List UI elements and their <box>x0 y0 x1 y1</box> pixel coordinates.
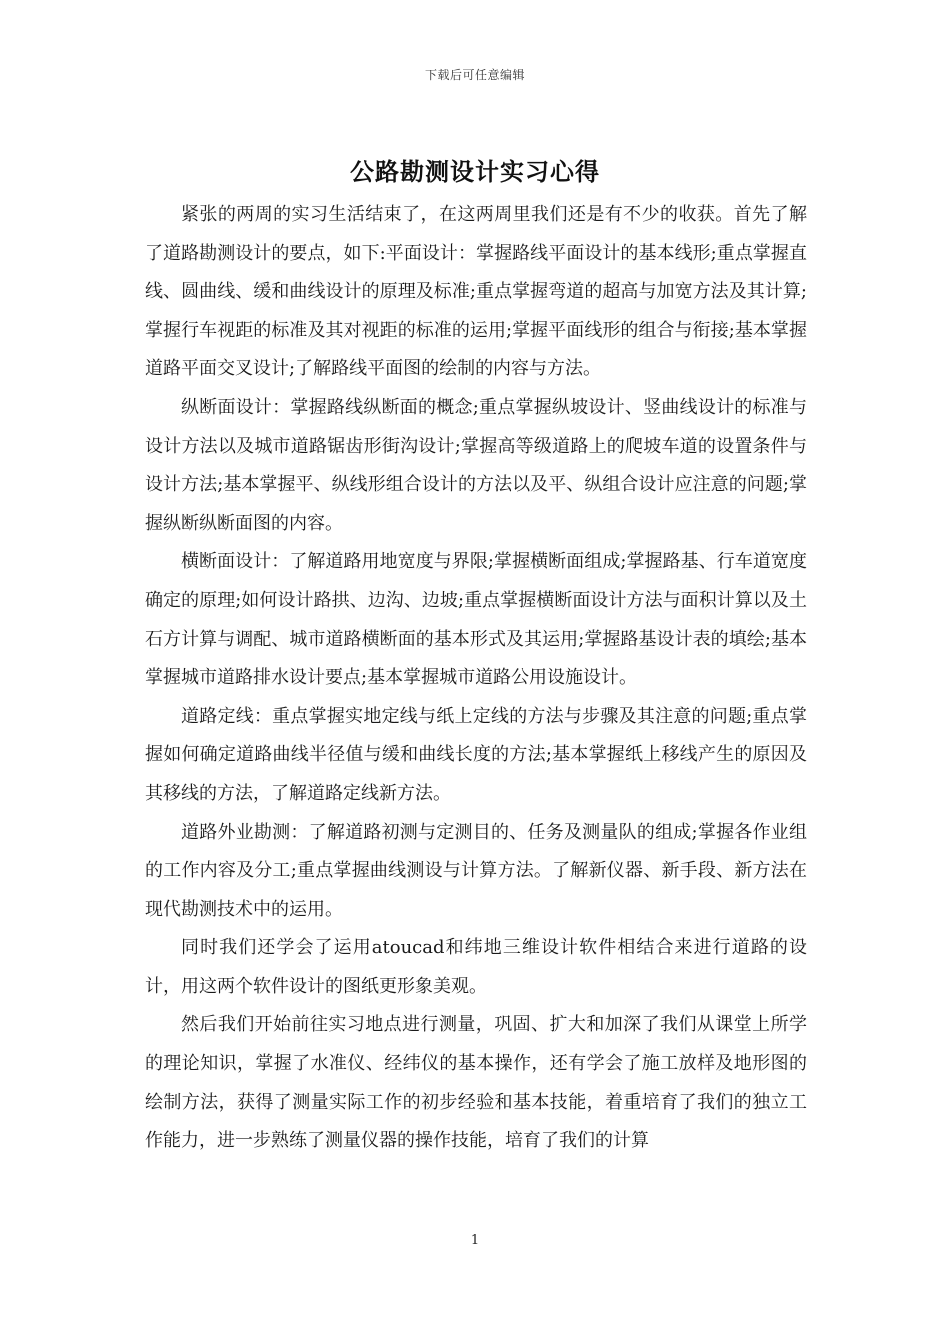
body-text <box>145 196 807 1161</box>
paragraph-field-measurement: 然后我们开始前往实习地点进行测量，巩固、扩大和加深了我们从课堂上所学的理论知识，掌握了水准仪、经纬仪的基本操作，还有学会了施工放样及地形图的绘制方法，获得了测量实际工作的初步经验和基本技能，着重培育了我们的独立工作能力，进一步熟练了测量仪器的操作技能，培育了我们的计算 <box>145 1014 807 1152</box>
paragraph-cross-section-design: 横断面设计：了解道路用地宽度与界限;掌握横断面组成;掌握路基、行车道宽度确定的原理;如何设计路拱、边沟、边坡;重点掌握横断面设计方法与面积计算以及土石方计算与调配、城市道路横断面的基本形式及其运用;掌握路基设计表的填绘;基本掌握城市道路排水设计要点;基本掌握城市道路公用设施设计。 <box>145 551 808 689</box>
header-note: 下载后可任意编辑 <box>424 68 525 82</box>
paragraph-field-survey: 道路外业勘测：了解道路初测与定测目的、任务及测量队的组成;掌握各作业组的工作内容及分工;重点掌握曲线测设与计算方法。了解新仪器、新手段、新方法在现代勘测技术中的运用。 <box>145 821 807 920</box>
page-title: 公路勘测设计实习心得 <box>350 158 600 186</box>
paragraph-intro-plan-design: 紧张的两周的实习生活结束了，在这两周里我们还是有不少的收获。首先了解了道路勘测设计的要点，如下:平面设计：掌握路线平面设计的基本线形;重点掌握直线、圆曲线、缓和曲线设计的原理及标准;重点掌握弯道的超高与加宽方法及其计算;掌握行车视距的标准及其对视距的标准的运用;掌握平面线形的组合与衔接;基本掌握道路平面交叉设计;了解路线平面图的绘制的内容与方法。 <box>145 204 807 380</box>
paragraph-software: 同时我们还学会了运用atoucad和纬地三维设计软件相结合来进行道路的设计，用这两个软件设计的图纸更形象美观。 <box>145 937 807 997</box>
paragraph-profile-design: 纵断面设计：掌握路线纵断面的概念;重点掌握纵坡设计、竖曲线设计的标准与设计方法以及城市道路锯齿形街沟设计;掌握高等级道路上的爬坡车道的设置条件与设计方法;基本掌握平、纵线形组合设计的方法以及平、纵组合设计应注意的问题;掌握纵断纵断面图的内容。 <box>145 396 807 534</box>
page-number: 1 <box>470 1233 480 1248</box>
paragraph-route-location: 道路定线：重点掌握实地定线与纸上定线的方法与步骤及其注意的问题;重点掌握如何确定道路曲线半径值与缓和曲线长度的方法;基本掌握纸上移线产生的原因及其移线的方法，了解道路定线新方法。 <box>145 705 807 804</box>
